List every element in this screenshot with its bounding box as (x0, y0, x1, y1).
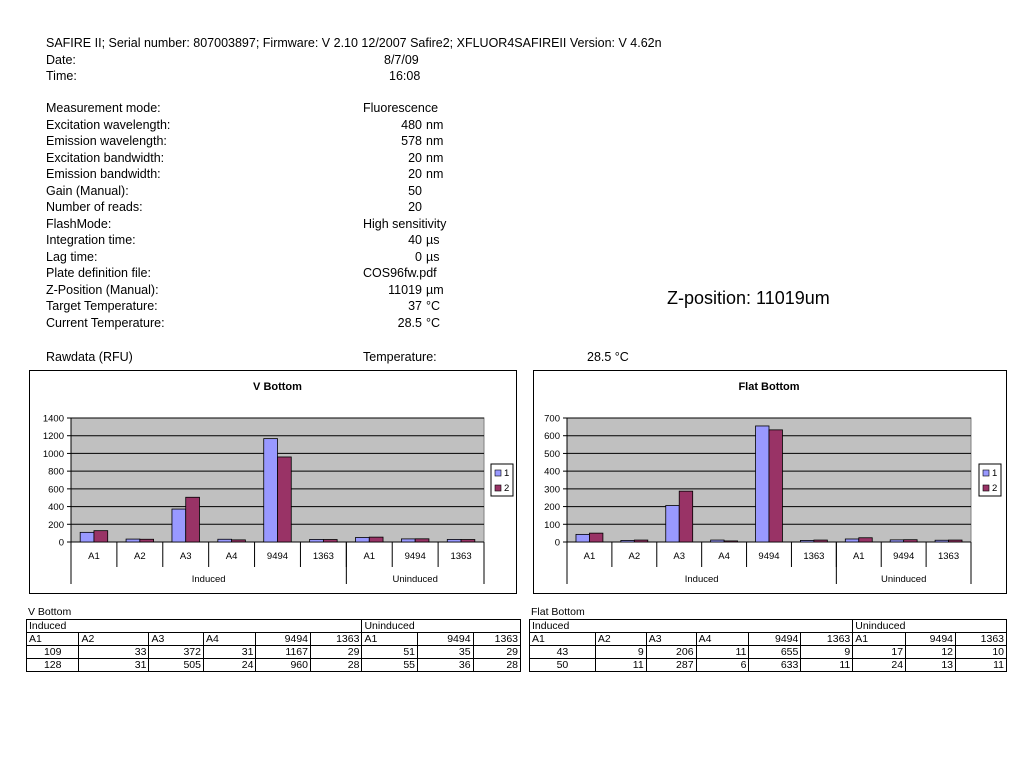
bar-series-1 (756, 426, 769, 542)
bar-series-1 (356, 537, 370, 542)
column-header: 9494 (418, 633, 474, 646)
table-cell: 6 (696, 659, 749, 672)
chart-flat-bottom (533, 370, 1007, 594)
param-value: 578 (401, 134, 422, 148)
bar-series-2 (232, 540, 246, 542)
table-cell: 33 (79, 646, 149, 659)
table-cell: 31 (79, 659, 149, 672)
bar-series-1 (310, 539, 324, 542)
bar-series-2 (589, 533, 602, 542)
table-row (530, 659, 1007, 672)
param-value: 28.5 (397, 315, 422, 330)
table-cell: 9 (595, 646, 646, 659)
table-cell: 206 (646, 646, 696, 659)
column-header: A3 (149, 633, 204, 646)
bar-series-1 (711, 540, 724, 542)
x-tick-label: 1363 (803, 551, 825, 562)
group-label: Uninduced (392, 574, 438, 585)
z-position-note: Z-position: 11019um (667, 288, 830, 308)
bar-series-1 (621, 540, 634, 542)
table-cell: 28 (473, 659, 520, 672)
legend-swatch (495, 485, 501, 491)
x-tick-label: 9494 (404, 551, 426, 562)
table-v-bottom-title: V Bottom (28, 606, 72, 618)
param-label: Integration time: (46, 233, 136, 247)
column-header: A1 (530, 633, 596, 646)
y-tick-label: 700 (544, 413, 560, 425)
table-cell: 55 (362, 659, 418, 672)
column-header: A1 (853, 633, 906, 646)
y-tick-label: 1200 (42, 431, 64, 443)
bar-series-1 (935, 540, 948, 542)
table-flat-bottom-title: Flat Bottom (531, 606, 585, 618)
group-label: Induced (191, 574, 226, 585)
table-cell: 9 (801, 646, 853, 659)
param-label: Gain (Manual): (46, 183, 129, 198)
column-header: 1363 (473, 633, 520, 646)
x-tick-label: A1 (852, 551, 865, 562)
bar-series-2 (814, 540, 827, 542)
table-cell: 24 (853, 659, 906, 672)
param-label: Z-Position (Manual): (46, 282, 159, 297)
legend (491, 464, 513, 496)
param-value: COS96fw.pdf (363, 266, 437, 280)
legend-box (491, 464, 513, 496)
bar-series-1 (845, 539, 858, 542)
temperature-label: Temperature: (363, 350, 437, 364)
y-tick-label: 400 (48, 502, 64, 514)
legend-swatch (495, 470, 501, 476)
chart-flat-bottom-svg (534, 371, 1006, 593)
column-header: 9494 (256, 633, 311, 646)
param-unit: µm (426, 282, 444, 297)
table-cell: 31 (203, 646, 255, 659)
y-tick-label: 200 (48, 519, 64, 531)
table-cell: 28 (311, 659, 362, 672)
x-tick-label: A2 (628, 551, 641, 562)
y-tick-label: 200 (544, 502, 560, 514)
bar-series-1 (447, 539, 461, 542)
param-value: 20 (408, 167, 422, 181)
y-tick-label: 400 (544, 466, 560, 478)
table-cell: 35 (418, 646, 474, 659)
bar-series-1 (666, 506, 679, 542)
param-label: Emission bandwidth: (46, 167, 161, 181)
param-label: Lag time: (46, 249, 98, 264)
y-tick-label: 1000 (42, 448, 64, 460)
param-label: Excitation wavelength: (46, 117, 171, 132)
y-tick-label: 300 (544, 484, 560, 496)
table-row (27, 646, 521, 659)
column-header: A3 (646, 633, 696, 646)
x-tick-label: 1363 (937, 551, 960, 562)
legend-box (979, 464, 1001, 496)
x-tick-label: 9494 (893, 551, 915, 562)
temperature-value: 28.5 °C (587, 350, 629, 364)
x-tick-label: A2 (134, 551, 146, 562)
x-tick-label: A4 (718, 551, 730, 562)
bar-series-2 (679, 491, 692, 542)
param-value: 40 (408, 233, 422, 247)
bar-series-1 (264, 439, 278, 542)
y-tick-label: 100 (544, 519, 560, 531)
bar-series-2 (634, 540, 647, 542)
legend-swatch (983, 485, 989, 491)
legend (979, 464, 1001, 496)
y-tick-label: 800 (48, 466, 64, 478)
table-cell: 24 (203, 659, 255, 672)
table-cell: 29 (473, 646, 520, 659)
y-tick-label: 1400 (42, 413, 64, 425)
y-tick-label: 0 (554, 537, 560, 549)
table-cell: 633 (749, 659, 801, 672)
table-group-row (27, 620, 521, 633)
bar-series-2 (461, 540, 475, 542)
group-label: Uninduced (880, 574, 927, 585)
time-label: Time: (46, 69, 77, 83)
y-tick-label: 600 (48, 484, 64, 496)
param-label: FlashMode: (46, 216, 112, 231)
table-cell: 960 (256, 659, 311, 672)
table-cell: 372 (149, 646, 204, 659)
table-cell: 36 (418, 659, 474, 672)
bar-series-2 (186, 497, 200, 542)
param-value: 11019 (388, 282, 422, 297)
table-header-row (530, 633, 1007, 646)
legend-entry: 2 (992, 483, 998, 494)
bar-series-1 (800, 540, 813, 542)
table-cell: 1167 (256, 646, 311, 659)
bar-series-2 (949, 540, 962, 542)
bar-series-1 (576, 534, 589, 542)
bar-series-2 (323, 540, 337, 542)
column-header: 1363 (311, 633, 362, 646)
param-unit: °C (426, 299, 441, 313)
table-cell: 287 (646, 659, 696, 672)
column-header: A2 (595, 633, 646, 646)
table-cell: 13 (906, 659, 956, 672)
bar-series-1 (126, 539, 140, 542)
param-value: High sensitivity (363, 216, 447, 231)
table-cell: 505 (149, 659, 204, 672)
legend-entry: 2 (504, 483, 510, 494)
chart-v-bottom (29, 370, 517, 594)
bar-series-1 (401, 539, 415, 542)
chart-title: V Bottom (253, 381, 302, 393)
legend-entry: 1 (992, 468, 998, 479)
x-tick-label: A1 (88, 551, 100, 562)
column-header: A4 (203, 633, 255, 646)
bar-series-2 (94, 531, 108, 542)
table-cell: 43 (530, 646, 596, 659)
param-unit: µs (426, 249, 440, 264)
date-value: 8/7/09 (384, 53, 419, 67)
group-header-induced: Induced (27, 620, 362, 633)
bar-series-2 (415, 539, 429, 542)
x-tick-label: 9494 (266, 551, 289, 562)
group-header-uninduced: Uninduced (853, 620, 1007, 633)
x-tick-label: A1 (583, 551, 596, 562)
param-unit: °C (426, 315, 441, 330)
table-flat-bottom (529, 619, 1007, 672)
x-tick-label: A4 (225, 551, 238, 562)
param-label: Measurement mode: (46, 101, 161, 115)
param-value: 0 (415, 249, 422, 264)
column-header: A1 (362, 633, 418, 646)
x-tick-label: 9494 (758, 551, 780, 562)
param-label: Current Temperature: (46, 315, 165, 330)
legend-entry: 1 (504, 468, 510, 479)
table-v-bottom (26, 619, 521, 672)
param-value: 37 (408, 299, 422, 313)
param-unit: nm (426, 134, 444, 148)
x-tick-label: A3 (673, 551, 686, 562)
param-label: Excitation bandwidth: (46, 150, 165, 165)
rawdata-label: Rawdata (RFU) (46, 350, 133, 364)
param-value: 50 (408, 183, 422, 198)
param-value: Fluorescence (363, 101, 439, 115)
column-header: 1363 (801, 633, 853, 646)
bar-series-1 (172, 509, 186, 542)
table-cell: 11 (696, 646, 749, 659)
param-unit: nm (426, 117, 444, 132)
y-tick-label: 500 (544, 448, 560, 460)
table-cell: 17 (853, 646, 906, 659)
bar-series-1 (890, 540, 903, 542)
group-header-induced: Induced (530, 620, 853, 633)
table-row (27, 659, 521, 672)
chart-title: Flat Bottom (738, 381, 800, 393)
bar-series-2 (278, 457, 292, 542)
param-unit: nm (426, 150, 444, 165)
x-tick-label: A1 (363, 551, 376, 562)
bar-series-2 (724, 541, 737, 542)
column-header: A1 (27, 633, 79, 646)
bar-series-1 (218, 539, 232, 542)
bar-series-2 (769, 430, 782, 542)
param-label: Number of reads: (46, 200, 143, 214)
table-cell: 11 (595, 659, 646, 672)
bar-series-1 (80, 532, 94, 542)
column-header: A4 (696, 633, 749, 646)
legend-swatch (983, 470, 989, 476)
table-cell: 655 (749, 646, 801, 659)
x-tick-label: A3 (179, 551, 192, 562)
group-header-uninduced: Uninduced (362, 620, 521, 633)
table-cell: 109 (27, 646, 79, 659)
param-label: Plate definition file: (46, 266, 151, 280)
time-value: 16:08 (389, 69, 421, 83)
table-cell: 10 (956, 646, 1007, 659)
x-tick-label: 1363 (312, 551, 334, 562)
column-header: A2 (79, 633, 149, 646)
param-unit: µs (426, 233, 440, 247)
chart-v-bottom-svg (30, 371, 516, 593)
x-tick-label: 1363 (450, 551, 472, 562)
bar-series-2 (859, 538, 872, 542)
param-value: 480 (401, 117, 422, 132)
table-cell: 128 (27, 659, 79, 672)
table-cell: 12 (906, 646, 956, 659)
bar-series-2 (369, 537, 383, 542)
table-cell: 11 (956, 659, 1007, 672)
date-label: Date: (46, 53, 76, 67)
bar-series-2 (904, 540, 917, 542)
table-header-row (27, 633, 521, 646)
y-tick-label: 0 (58, 537, 64, 549)
table-cell: 29 (311, 646, 362, 659)
column-header: 9494 (906, 633, 956, 646)
param-value: 20 (408, 200, 422, 214)
param-value: 20 (408, 150, 422, 165)
param-label: Emission wavelength: (46, 134, 167, 148)
param-label: Target Temperature: (46, 299, 158, 313)
table-cell: 11 (801, 659, 853, 672)
column-header: 1363 (956, 633, 1007, 646)
bar-series-2 (140, 539, 154, 542)
group-label: Induced (684, 574, 719, 585)
table-cell: 50 (530, 659, 596, 672)
table-row (530, 646, 1007, 659)
instrument-info-line: SAFIRE II; Serial number: 807003897; Firmware: V 2.10 12/2007 Safire2; XFLUOR4SAFIREII Version: V 4.62n (46, 36, 662, 50)
table-cell: 51 (362, 646, 418, 659)
table-group-row (530, 620, 1007, 633)
y-tick-label: 600 (544, 431, 560, 443)
param-unit: nm (426, 167, 444, 181)
column-header: 9494 (749, 633, 801, 646)
